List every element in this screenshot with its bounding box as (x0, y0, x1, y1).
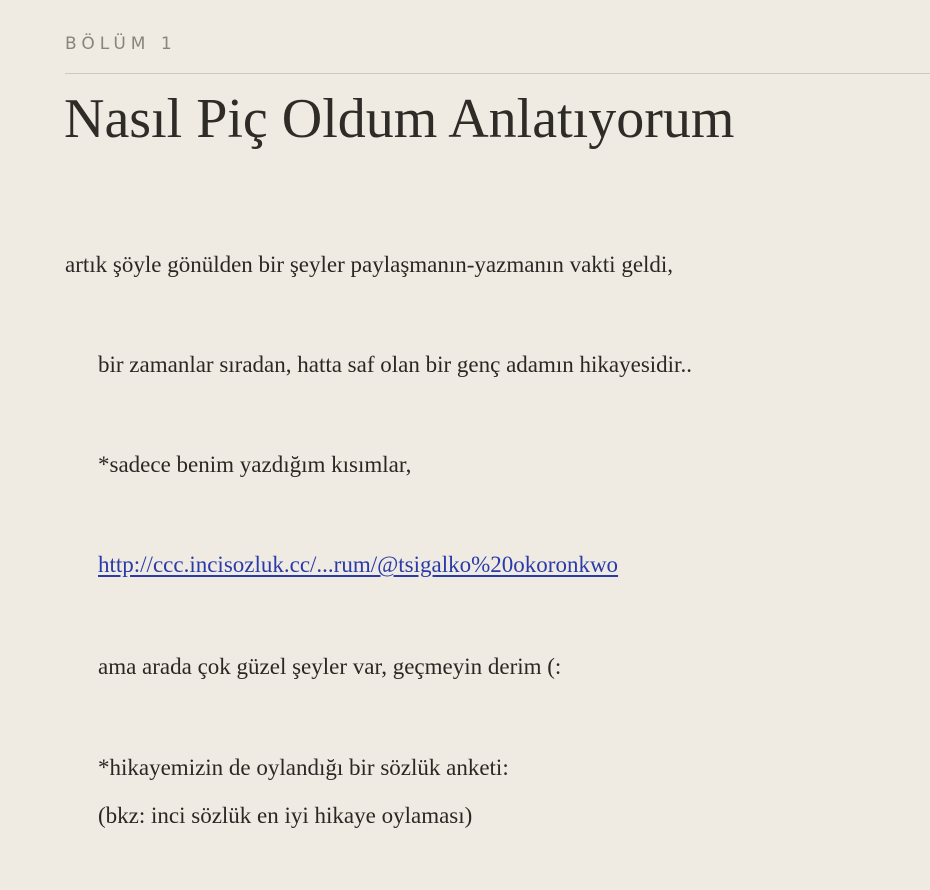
paragraph-link (98, 550, 618, 580)
paragraph-story: bir zamanlar sıradan, hatta saf olan bir genç adamın hikayesidir.. (98, 352, 692, 377)
paragraph-intro: artık şöyle gönülden bir şeyler paylaşmanın-yazmanın vakti geldi, (65, 252, 674, 277)
paragraph-poll: *hikayemizin de oylandığı bir sözlük anketi: (98, 755, 509, 780)
header-divider (65, 73, 930, 74)
profile-link[interactable]: http://ccc.incisozluk.cc/...rum/@tsigalko%20okoronkwo (98, 552, 619, 577)
paragraph-advice: ama arada çok güzel şeyler var, geçmeyin derim (: (98, 654, 562, 679)
chapter-title: Nasıl Piç Oldum Anlatıyorum (64, 88, 735, 150)
paragraph-reference: (bkz: inci sözlük en iyi hikaye oylaması) (98, 803, 473, 828)
paragraph-note: *sadece benim yazdığım kısımlar, (98, 452, 412, 477)
chapter-label: BÖLÜM 1 (65, 34, 177, 54)
